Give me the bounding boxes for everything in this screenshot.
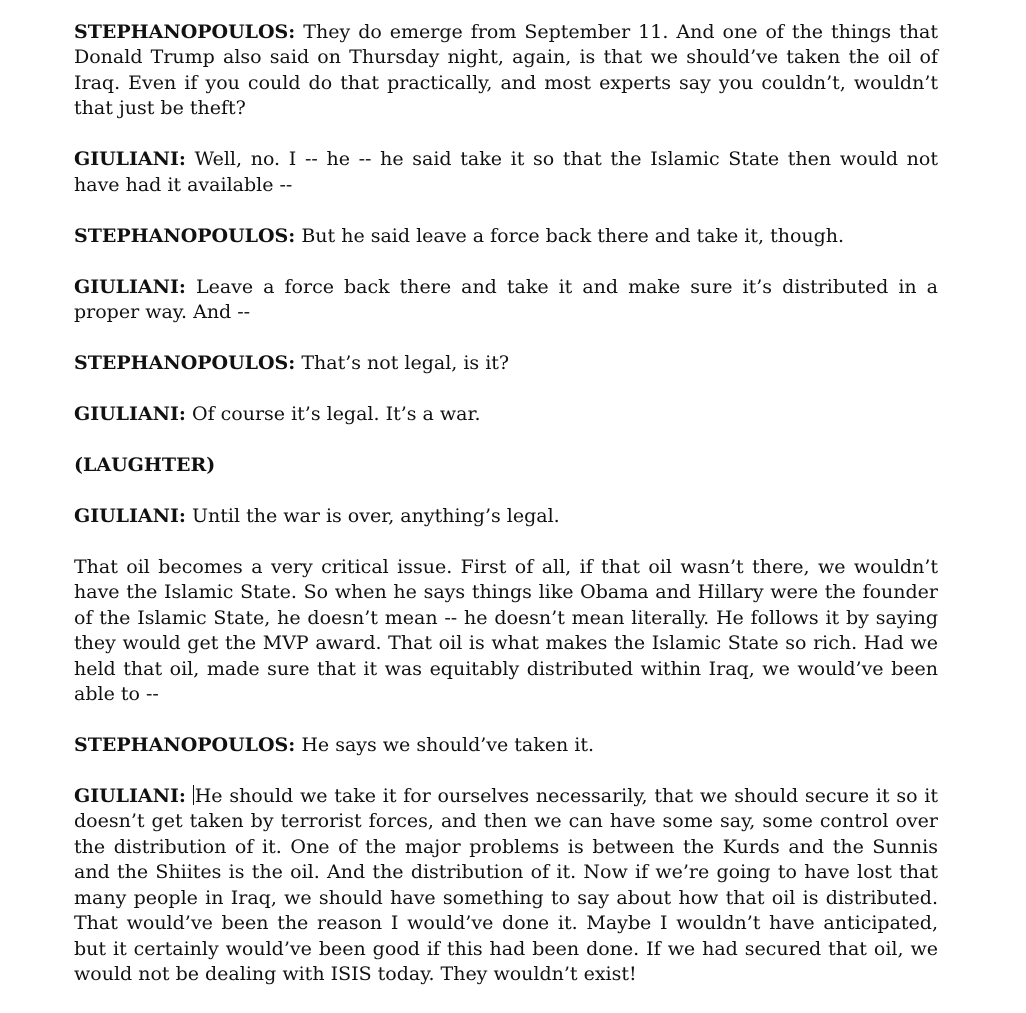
stage-direction xyxy=(74,453,938,478)
paragraph-text: Leave a force back there and take it and make sure it’s distributed in a proper way. And -- xyxy=(74,275,938,324)
paragraph-text: But he said leave a force back there and take it, though. xyxy=(295,224,845,247)
paragraph-text: He says we should’ve taken it. xyxy=(295,734,595,757)
paragraph-text: That oil becomes a very critical issue. First of all, if that oil wasn’t there, we wouldn’t have the Islamic State. So when he says things like Obama and Hillary were the founder of the Islamic State, he doesn’t mean -- he doesn’t mean literally. He follows it by saying they would get the MVP award. That oil is what makes the Islamic State so rich. Had we held that oil, made sure that it was equitably distributed within Iraq, we would’ve been able to -- xyxy=(74,556,938,706)
speaker-label: GIULIANI: xyxy=(74,403,186,426)
speaker-label: STEPHANOPOULOS: xyxy=(74,352,296,375)
paragraph-text: Of course it’s legal. It’s a war. xyxy=(185,403,481,426)
transcript-document xyxy=(74,20,938,1013)
transcript-paragraph xyxy=(74,275,938,326)
speaker-label: STEPHANOPOULOS: xyxy=(74,734,296,757)
speaker-label: STEPHANOPOULOS: xyxy=(74,224,296,247)
transcript-paragraph[interactable] xyxy=(74,784,938,987)
transcript-paragraph xyxy=(74,20,938,122)
paragraph-text: Well, no. I -- he -- he said take it so that the Islamic State then would not have had it available -- xyxy=(74,148,938,196)
paragraph-text: Until the war is over, anything’s legal. xyxy=(185,505,560,528)
transcript-paragraph xyxy=(74,555,938,707)
speaker-label: GIULIANI: xyxy=(74,148,186,171)
text-cursor xyxy=(193,785,194,805)
transcript-paragraph xyxy=(74,147,938,198)
transcript-paragraph xyxy=(74,504,938,529)
speaker-label: GIULIANI: xyxy=(74,275,186,298)
speaker-label: STEPHANOPOULOS: xyxy=(74,21,296,43)
transcript-paragraph xyxy=(74,224,938,249)
paragraph-text: He should we take it for ourselves necessarily, that we should secure it so it doesn’t get taken by terrorist forces, and then we can have some say, some control over the distribution of it. One of the major problems is between the Kurds and the Sunnis and the Shiites is the oil. And the distribution of it. Now if we’re going to have lost that many people in Iraq, we should have something to say about how that oil is distributed. That would’ve been the reason I would’ve done it. Maybe I wouldn’t have anticipated, but it certainly would’ve been good if this had been done. If we had secured that oil, we would not be dealing with ISIS today. They wouldn’t exist! xyxy=(74,785,939,985)
paragraph-text: That’s not legal, is it? xyxy=(295,352,510,375)
transcript-paragraph xyxy=(74,402,938,427)
paragraph-text: They do emerge from September 11. And one of the things that Donald Trump also said on Thursday night, again, is that we should’ve taken the oil of Iraq. Even if you could do that practically, and most experts say you couldn’t, wouldn’t that just be theft? xyxy=(74,21,938,120)
transcript-paragraph xyxy=(74,351,938,376)
speaker-label: GIULIANI: xyxy=(74,505,186,528)
stage-direction-label: (LAUGHTER) xyxy=(74,454,216,477)
speaker-label: GIULIANI: xyxy=(74,785,186,808)
transcript-paragraph xyxy=(74,733,938,758)
